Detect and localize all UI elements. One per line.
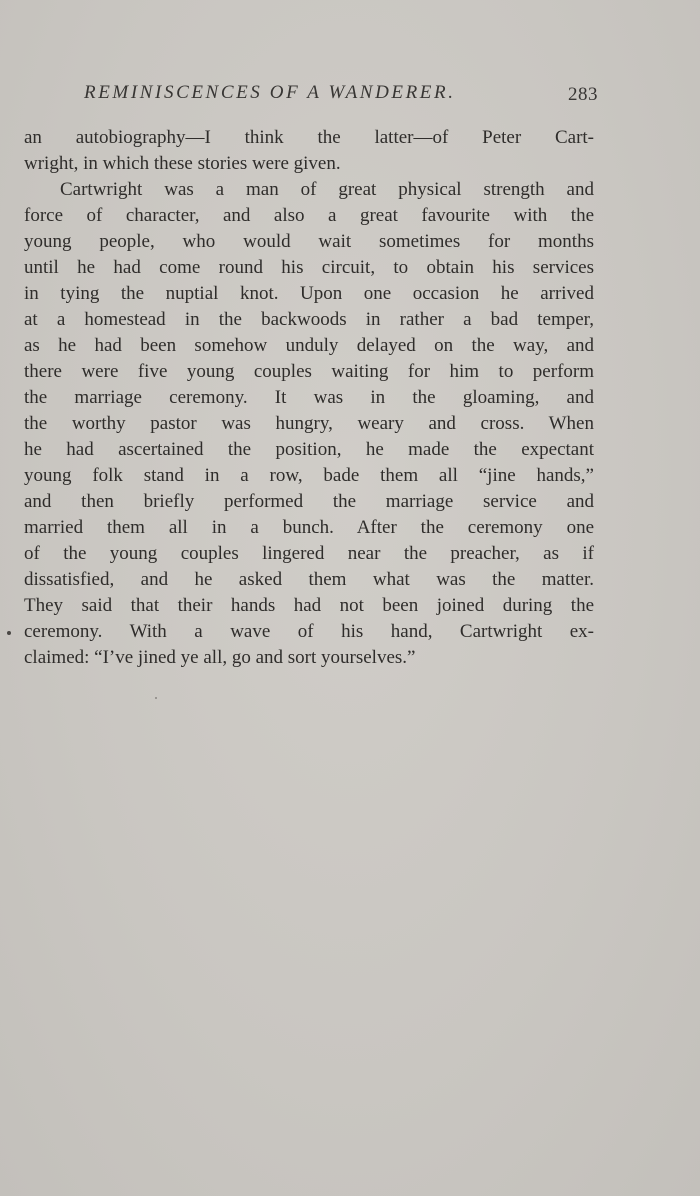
text-line: an autobiography—I think the latter—of Peter Cart- (24, 127, 594, 148)
margin-mark (7, 631, 11, 635)
text-line: dissatisfied, and he asked them what was the matter. (24, 569, 594, 590)
text-line: in tying the nuptial knot. Upon one occasion he arrived (24, 283, 594, 304)
text-line: young folk stand in a row, bade them all “jine hands,” (24, 465, 594, 486)
running-head (24, 82, 600, 112)
text-line: the worthy pastor was hungry, weary and cross. When (24, 413, 594, 434)
text-line: and then briefly performed the marriage service and (24, 491, 594, 512)
text-line: as he had been somehow unduly delayed on the way, and (24, 335, 594, 356)
text-line: the marriage ceremony. It was in the gloaming, and (24, 387, 594, 408)
text-line: claimed: “I’ve jined ye all, go and sort yourselves.” (24, 647, 416, 668)
running-title: REMINISCENCES OF A WANDERER. (84, 82, 456, 103)
body-text (24, 125, 594, 671)
text-line: at a homestead in the backwoods in rather a bad temper, (24, 309, 594, 330)
page-number: 283 (568, 84, 598, 105)
text-line: until he had come round his circuit, to obtain his services (24, 257, 594, 278)
text-line: wright, in which these stories were given. (24, 153, 341, 174)
text-line: married them all in a bunch. After the ceremony one (24, 517, 594, 538)
text-line: force of character, and also a great favourite with the (24, 205, 594, 226)
text-line: Cartwright was a man of great physical strength and (60, 179, 594, 200)
text-line: They said that their hands had not been joined during the (24, 595, 594, 616)
paper-speck (155, 697, 157, 699)
text-line: of the young couples lingered near the preacher, as if (24, 543, 594, 564)
text-line: he had ascertained the position, he made the expectant (24, 439, 594, 460)
text-line: young people, who would wait sometimes for months (24, 231, 594, 252)
text-line: there were five young couples waiting for him to perform (24, 361, 594, 382)
text-line: ceremony. With a wave of his hand, Cartwright ex- (24, 621, 594, 642)
